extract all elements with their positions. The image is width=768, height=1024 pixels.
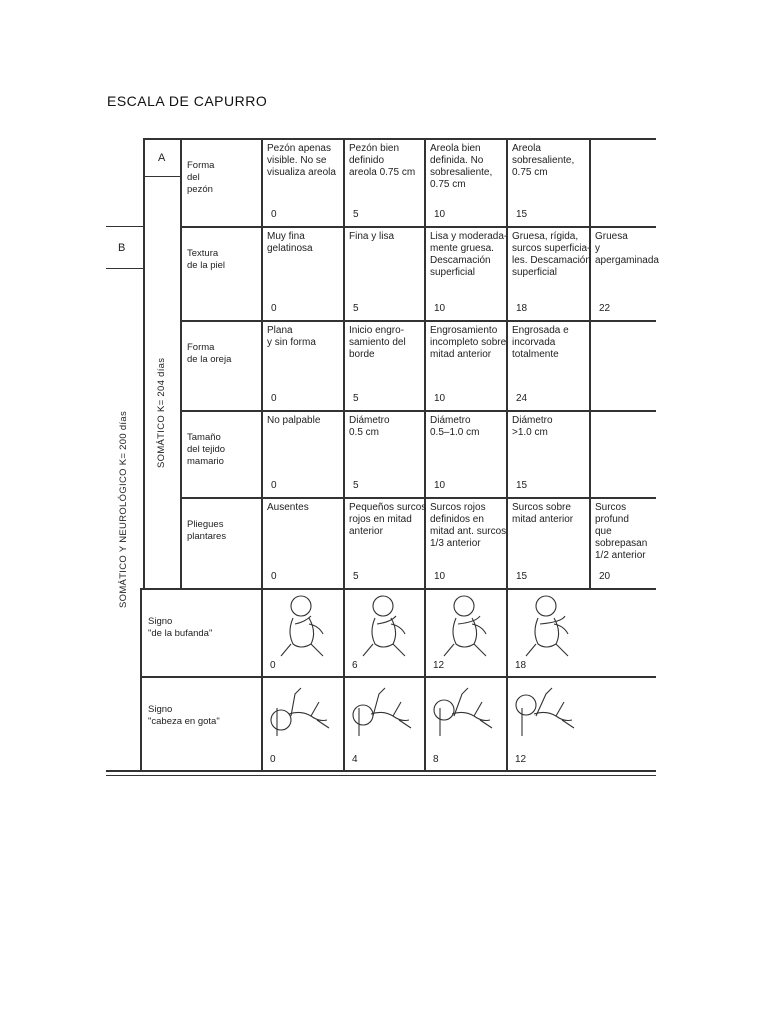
table-cell-line: Surcos profund (595, 502, 629, 525)
col-divider (180, 138, 182, 588)
table-cell (349, 415, 390, 439)
figure-holder (267, 680, 337, 755)
table-cell (595, 502, 656, 562)
score-value: 0 (270, 660, 276, 671)
row-divider (140, 588, 656, 590)
figure-holder (267, 592, 337, 667)
row-divider (180, 226, 656, 228)
score-value: 18 (516, 303, 528, 314)
table-cell-line: samiento del (349, 337, 406, 348)
col-divider (140, 588, 142, 772)
score-value: 6 (352, 660, 358, 671)
table-cell-line: Engrosamiento (430, 325, 498, 336)
score-value: 10 (434, 480, 446, 491)
score-value: 20 (599, 571, 611, 582)
table-cell-line: Pezón apenas (267, 143, 331, 154)
col-divider (589, 138, 591, 588)
col-divider (424, 138, 426, 772)
head-drop-figure (349, 680, 419, 750)
table-cell-line: les. Descamación (512, 255, 591, 266)
table-cell (349, 143, 415, 179)
table-cell-line: Lisa y moderada- (430, 231, 508, 242)
page-title: ESCALA DE CAPURRO (107, 93, 268, 109)
row-divider (180, 410, 656, 412)
table-cell-line: visualiza areola (267, 167, 336, 178)
row-label (187, 432, 225, 468)
row-label-line: de la piel (187, 260, 226, 271)
capurro-table (106, 138, 659, 778)
table-cell-line: definidos en (430, 514, 484, 525)
table-cell-line: Engrosada e (512, 325, 569, 336)
score-value: 12 (515, 754, 527, 765)
table-cell-line: mitad anterior (430, 349, 492, 360)
row-label (187, 248, 225, 272)
table-cell-line: rojos en mitad (349, 514, 412, 525)
table-cell (267, 325, 316, 349)
table-cell-line: Descamación (430, 255, 491, 266)
cell-divider-a (143, 176, 180, 177)
vertical-outer-label: SOMÁTICO Y NEUROLÓGICO K= 200 días (118, 410, 129, 608)
table-border-bottom-2 (106, 775, 656, 776)
score-value: 10 (434, 571, 446, 582)
score-value: 0 (271, 480, 277, 491)
table-cell-line: Surcos rojos (430, 502, 486, 513)
score-value: 0 (270, 754, 276, 765)
table-border-bottom (106, 770, 656, 772)
table-cell-line: sobresaliente, (430, 167, 493, 178)
table-cell-line: superficial (430, 267, 476, 278)
score-value: 0 (271, 393, 277, 404)
table-cell-line: Fina y lisa (349, 231, 395, 242)
score-value: 24 (516, 393, 528, 404)
table-cell (512, 325, 569, 361)
table-cell-line: Areola (512, 143, 541, 154)
score-value: 5 (353, 209, 359, 220)
figure-holder (349, 680, 419, 755)
figure-holder (512, 592, 582, 667)
table-cell-line: Ausentes (267, 502, 309, 513)
score-value: 0 (271, 209, 277, 220)
row-label-line: plantares (187, 531, 227, 542)
table-cell (349, 502, 426, 538)
figure-holder (512, 680, 582, 755)
score-value: 5 (353, 571, 359, 582)
table-cell-line: visible. No se (267, 155, 327, 166)
score-value: 5 (353, 393, 359, 404)
row-divider (180, 320, 656, 322)
section-b-label: B (118, 242, 126, 254)
score-value: 0 (271, 303, 277, 314)
table-cell (595, 231, 659, 267)
score-value: 8 (433, 754, 439, 765)
score-value: 4 (352, 754, 358, 765)
table-cell-line: Diámetro (512, 415, 553, 426)
head-drop-figure (267, 680, 337, 750)
table-cell-line: incompleto sobre (430, 337, 507, 348)
score-value: 5 (353, 480, 359, 491)
table-cell-line: que sobrepasan (595, 526, 648, 549)
sign-label (148, 616, 212, 640)
row-label-line: pezón (187, 184, 213, 195)
score-value: 10 (434, 209, 446, 220)
table-cell-line: Gruesa, rígida, (512, 231, 579, 242)
table-cell (430, 502, 506, 550)
row-label (187, 160, 214, 196)
table-cell-line: Pequeños surcos (349, 502, 427, 513)
table-cell-line: sobresaliente, (512, 155, 575, 166)
table-cell (267, 231, 313, 255)
table-cell-line: 0.5–1.0 cm (430, 427, 480, 438)
table-cell-line: Inicio engro- (349, 325, 405, 336)
row-label-line: Pliegues (187, 519, 224, 530)
table-cell-line: y sin forma (267, 337, 316, 348)
cell-divider-b-top (106, 226, 143, 227)
table-cell-line: superficial (512, 267, 558, 278)
vertical-inner-label: SOMÁTICO K= 204 días (156, 357, 167, 468)
row-label-line: mamario (187, 456, 224, 467)
row-label-line: del tejido (187, 444, 226, 455)
table-cell-line: Diámetro (349, 415, 390, 426)
table-cell-line: Gruesa (595, 231, 628, 242)
scarf-sign-figure (267, 592, 337, 662)
table-cell-line: gelatinosa (267, 243, 313, 254)
table-cell (267, 415, 320, 427)
table-cell-line: Areola bien (430, 143, 481, 154)
table-cell (512, 415, 553, 439)
table-cell-line: 1/2 anterior (595, 550, 646, 561)
table-cell-line: y apergaminada (595, 243, 659, 266)
table-cell-line: incorvada (512, 337, 556, 348)
table-cell (512, 231, 591, 279)
scarf-sign-figure (349, 592, 419, 662)
table-cell-line: Pezón bien (349, 143, 400, 154)
table-cell-line: Diámetro (430, 415, 471, 426)
sign-label-line: "cabeza en gota" (148, 716, 220, 727)
table-cell-line: 0.5 cm (349, 427, 380, 438)
table-cell (349, 325, 406, 361)
row-label-line: Forma (187, 342, 215, 353)
table-cell-line: mente gruesa. (430, 243, 494, 254)
table-cell (430, 325, 506, 361)
cell-divider-b-bottom (106, 268, 143, 269)
score-value: 5 (353, 303, 359, 314)
col-divider (343, 138, 345, 772)
scarf-sign-figure (512, 592, 582, 662)
table-border-top (143, 138, 656, 140)
row-label-line: del (187, 172, 200, 183)
score-value: 10 (434, 303, 446, 314)
table-cell-line: >1.0 cm (512, 427, 548, 438)
table-cell-line: definida. No (430, 155, 484, 166)
figure-holder (349, 592, 419, 667)
head-drop-figure (430, 680, 500, 750)
score-value: 15 (516, 571, 528, 582)
col-divider (143, 138, 145, 588)
table-cell-line: Muy fina (267, 231, 305, 242)
table-cell-line: areola 0.75 cm (349, 167, 416, 178)
figure-holder (430, 680, 500, 755)
row-divider (180, 497, 656, 499)
table-cell (349, 231, 394, 243)
score-value: 0 (271, 571, 277, 582)
table-cell (430, 415, 479, 439)
col-divider (261, 138, 263, 772)
row-label-line: de la oreja (187, 354, 232, 365)
row-label (187, 519, 226, 543)
row-label-line: Textura (187, 248, 219, 259)
score-value: 22 (599, 303, 611, 314)
figure-holder (430, 592, 500, 667)
table-cell-line: 0.75 cm (430, 179, 466, 190)
row-label-line: Forma (187, 160, 215, 171)
table-cell (267, 502, 309, 514)
head-drop-figure (512, 680, 582, 750)
table-cell-line: mitad anterior (512, 514, 574, 525)
table-cell-line: mitad ant. surcos (430, 526, 507, 537)
table-cell (512, 143, 574, 179)
sign-label-line: "de la bufanda" (148, 628, 213, 639)
table-cell-line: No palpable (267, 415, 321, 426)
table-cell-line: borde (349, 349, 375, 360)
table-cell (512, 502, 573, 526)
score-value: 15 (516, 209, 528, 220)
score-value: 18 (515, 660, 527, 671)
row-label-line: Tamaño (187, 432, 221, 443)
table-cell-line: 0.75 cm (512, 167, 548, 178)
score-value: 10 (434, 393, 446, 404)
sign-label-line: Signo (148, 704, 173, 715)
scarf-sign-figure (430, 592, 500, 662)
table-cell-line: anterior (349, 526, 383, 537)
sign-label (148, 704, 220, 728)
table-cell (430, 231, 507, 279)
row-label (187, 342, 231, 366)
table-cell-line: totalmente (512, 349, 559, 360)
section-a-label: A (158, 152, 166, 164)
row-divider (140, 676, 656, 678)
table-cell-line: definido (349, 155, 385, 166)
score-value: 15 (516, 480, 528, 491)
table-cell-line: 1/3 anterior (430, 538, 481, 549)
table-cell (430, 143, 492, 191)
table-cell-line: Surcos sobre (512, 502, 571, 513)
sign-label-line: Signo (148, 616, 173, 627)
table-cell-line: Plana (267, 325, 293, 336)
score-value: 12 (433, 660, 445, 671)
table-cell (267, 143, 336, 179)
table-cell-line: surcos superficia- (512, 243, 591, 254)
